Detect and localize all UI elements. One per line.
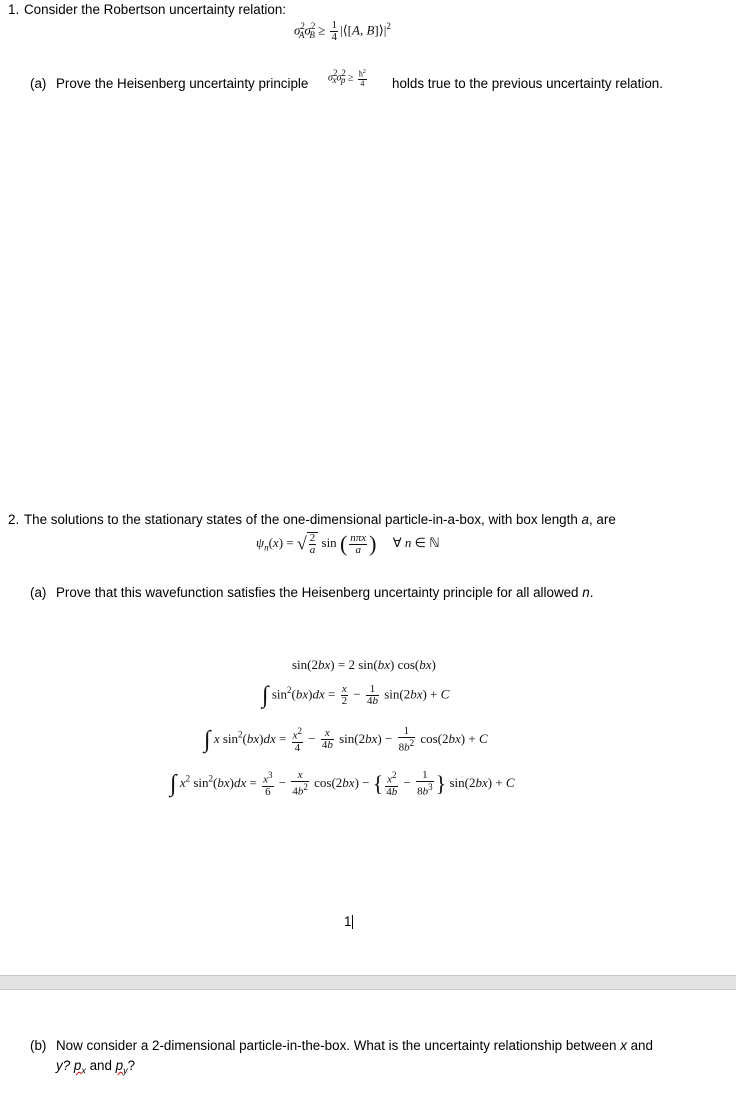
q2b-line2 bbox=[56, 1058, 135, 1079]
text-cursor bbox=[352, 915, 353, 929]
identity-int-x2-sin2: ∫ $x^2$ $\sin^2(bx)dx$ = $\frac{x^3}{6}$ − $\frac{x}{4b^2}$ cos(2bx) − { $\frac{x^2}{4b}$ − $\frac{1}{8b^3}$ } sin(2bx) + C bbox=[170, 769, 515, 798]
heisenberg-inline-math: $\sigma^2_x\sigma^2_p$ ≥ $\frac{ħ^2}{4}$ bbox=[328, 68, 366, 88]
robertson-frac-num: 1 bbox=[331, 19, 337, 31]
identity-int-x-sin2: ∫ x $\sin^2(bx)dx$ = $\frac{x^2}{4}$ − $\frac{x}{4b}$ sin(2bx) − $\frac{1}{8b^2}$ cos(2bx) + C bbox=[204, 725, 488, 754]
q1-text: Consider the Robertson uncertainty relation: bbox=[24, 2, 287, 17]
identity-int-sin2: ∫ $\sin^2(bx)dx$ = $\frac{x}{2}$ − $\frac{1}{4b}$ sin(2bx) + C bbox=[262, 682, 450, 709]
q2b-py: $p_y$ bbox=[115, 1058, 128, 1076]
identity-double-angle: sin(2bx) = 2 sin(bx) cos(bx) bbox=[292, 657, 436, 672]
q2a-text: Prove that this wavefunction satisfies the Heisenberg uncertainty principle for all allowed n. bbox=[56, 585, 594, 600]
psi-equation: $\psi_n(x)$ = √ $\frac{2}{a}$ sin ( $\frac{\text{nπx}}{a}$ ) ∀ n ∈ ℕ bbox=[256, 531, 440, 556]
page-number-cursor[interactable] bbox=[344, 914, 353, 930]
q2b-label: (b) bbox=[30, 1038, 47, 1053]
robertson-equation: $\sigma^2_A\sigma^2_B$ ≥ $\frac{1}{4}$ |⟨[A, $B]⟩|^2$ bbox=[294, 19, 391, 43]
q2-text: The solutions to the stationary states of the one-dimensional particle-in-a-box, with box length a, are bbox=[24, 512, 616, 527]
q2b-px: $p_x$ bbox=[73, 1058, 86, 1076]
q1a-label: (a) bbox=[30, 76, 47, 91]
q1-number: 1. bbox=[8, 2, 20, 17]
document-page-2 bbox=[0, 990, 736, 1102]
q2-number: 2. bbox=[8, 512, 20, 527]
q1a-text-end: holds true to the previous uncertainty relation. bbox=[392, 76, 663, 91]
q2b-line1: Now consider a 2-dimensional particle-in-the-box. What is the uncertainty relationship between x and bbox=[56, 1038, 653, 1053]
q2b-question-mark: ? bbox=[127, 1058, 136, 1073]
q2b-y: y? bbox=[56, 1058, 71, 1073]
q2b-and: and bbox=[89, 1058, 112, 1073]
q1a-text: Prove the Heisenberg uncertainty principle bbox=[56, 76, 309, 91]
page-number: 1 bbox=[344, 914, 352, 929]
robertson-frac-den: 4 bbox=[331, 31, 337, 43]
q2a-label: (a) bbox=[30, 585, 47, 600]
page-break-gap bbox=[0, 975, 736, 990]
